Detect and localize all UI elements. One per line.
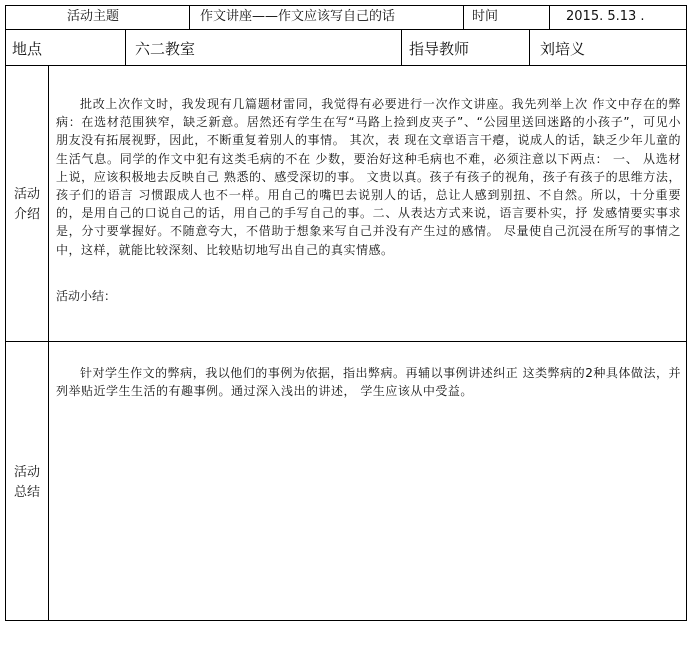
teacher-label: 指导教师 [409,40,470,58]
intro-label-line-1: 活动 [13,187,40,202]
summary-label-line-1: 活动 [13,465,40,480]
time-value: 2015. 5.13 . [566,9,645,24]
topic-value: 作文讲座——作文应该写自己的话 [200,9,396,24]
intro-label [11,185,43,225]
summary-text: 针对学生作文的弊病，我以他们的事例为依据，指出弊病。再辅以事例讲述纠正 这类弊病的2种具体做法，并列举贴近学生生活的有趣事例。通过深入浅出的讲述， 学生应该从中受益。 [56,366,681,399]
teacher-value: 刘培义 [540,40,586,58]
intro-summary: 活动小结： [56,289,117,303]
location-value: 六二教室 [135,40,196,58]
location-label: 地点 [12,40,43,58]
time-label: 时间 [472,9,499,24]
topic-label: 活动主题 [67,9,120,24]
summary-label-line-2: 总结 [13,485,40,500]
intro-label-line-2: 介绍 [13,207,40,222]
intro-text: 批改上次作文时，我发现有几篇题材雷同，我觉得有必要进行一次作文讲座。我先列举上次 作文中存在的弊病：在选材范围狭窄，缺乏新意。居然还有学生在写“马路上捡到皮夹子”、“公园里送回迷路的小孩子”，可见小朋友没有拓展视野，因此，不断重复着别人的事情。 其次，表 现在文章语言干瘪，说成人的话，缺乏少年儿童的生活气息。同学的作文中犯有这类毛病的不在 少数，要治好这种毛病也不难，必须注意以下两点： 一、 从选材上说，应该积极地去反映自己 熟悉的、感受深切的事。 文贵以真。孩子有孩子的视角，孩子有孩子的思维方法，孩子们的语言 习惯跟成人也不一样。用自己的嘴巴去说别人的话，总让人感到别扭、不自然。所以，十分重要 的，是用自己的口说自己的话，用自己的手写自己的事。二、从表达方式来说，语言要朴实，抒 发感情要实事求是，分寸要掌握好。不随意夸大，不借助于想象来写自己并没有产生过的感情。 尽量使自己沉浸在所写的事情之中，这样，就能比较深刻、比较贴切地写出自己的真实情感。 [56,97,681,257]
summary-label [11,463,43,503]
